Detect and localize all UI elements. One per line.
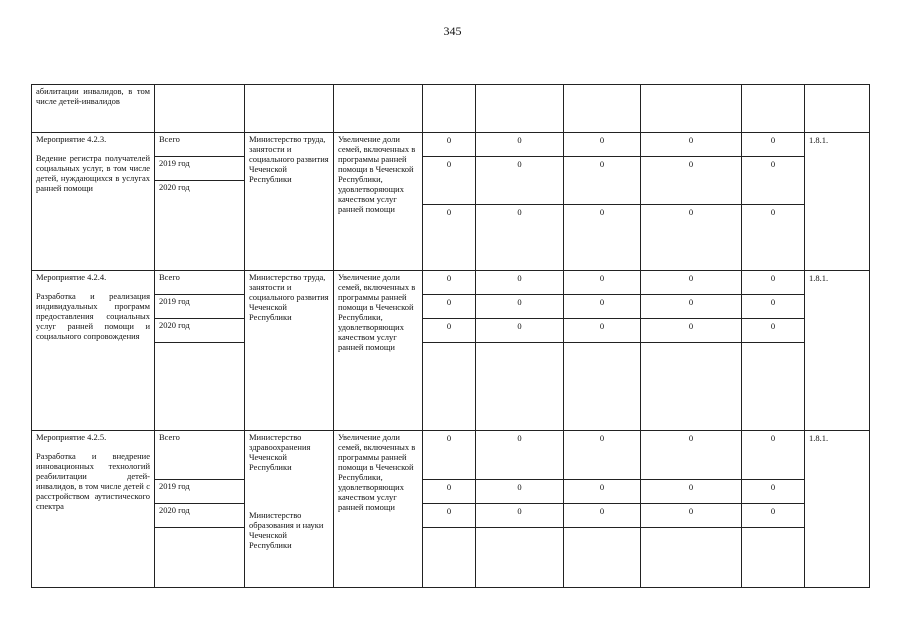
table-row [32,295,870,319]
period-cell: Всего [155,431,245,480]
value-cell: 0 [564,295,641,319]
measure-text: Разработка и внедрение инновационных технологий реабилитации детей-инвалидов, в том числе детей с расстройством аутистического спектра [36,451,150,511]
value-cell: 0 [641,133,742,157]
value-cell: 0 [641,157,742,205]
value-cell: 0 [476,431,564,480]
value-cell: 0 [742,133,805,157]
program-activities-table [31,84,870,588]
value-cell: 0 [564,205,641,271]
indicator-code: 1.8.1. [805,271,870,431]
period-cell: 2019 год [155,295,245,319]
measure-title: Мероприятие 4.2.5. [36,432,107,442]
value-cell: 0 [742,431,805,480]
value-cell: 0 [476,480,564,504]
measure-description [32,133,155,271]
table-row [32,480,870,504]
value-cell: 0 [564,133,641,157]
value-cell: 0 [742,205,805,271]
measure-title: Мероприятие 4.2.3. [36,134,107,144]
period-cell: 2019 год [155,480,245,504]
value-cell: 0 [423,205,476,271]
period-cell: 2019 год [155,157,245,181]
expected-result: Увеличение доли семей, включенных в программы ранней помощи в Чеченской Республики, удовлетворяющих качеством услуг ранней помощи [334,271,423,431]
period-cell: 2020 год [155,181,245,271]
expected-result: Увеличение доли семей, включенных в программы ранней помощи в Чеченской Республики, удовлетворяющих качеством услуг ранней помощи [334,431,423,588]
value-cell: 0 [423,480,476,504]
value-cell: 0 [564,480,641,504]
value-cell: 0 [476,504,564,528]
value-cell: 0 [742,504,805,528]
expected-result: Увеличение доли семей, включенных в программы ранней помощи в Чеченской Республики, удовлетворяющих качеством услуг ранней помощи [334,133,423,271]
value-cell: 0 [564,271,641,295]
value-cell: 0 [423,271,476,295]
value-cell: 0 [742,319,805,343]
value-cell: 0 [564,504,641,528]
measure-title: Мероприятие 4.2.4. [36,272,107,282]
table-row [32,528,870,588]
value-cell: 0 [742,157,805,205]
indicator-code: 1.8.1. [805,431,870,588]
period-cell: 2020 год [155,319,245,343]
value-cell: 0 [423,295,476,319]
value-cell: 0 [423,157,476,205]
table-row [32,133,870,157]
table-row [32,319,870,343]
value-cell: 0 [742,271,805,295]
value-cell: 0 [423,319,476,343]
measure-description [32,431,155,588]
value-cell: 0 [641,271,742,295]
value-cell: 0 [476,295,564,319]
value-cell: 0 [641,295,742,319]
responsible-ministry: Министерство труда, занятости и социального развития Чеченской Республики [245,133,334,271]
prev-row-description: абилитации инвалидов, в том числе детей-инвалидов [32,85,155,133]
indicator-code: 1.8.1. [805,133,870,271]
measure-description [32,271,155,431]
table-row [32,431,870,480]
period-cell: 2020 год [155,504,245,528]
value-cell: 0 [423,133,476,157]
period-cell: Всего [155,271,245,295]
value-cell: 0 [742,295,805,319]
value-cell: 0 [564,319,641,343]
responsible-ministry: Министерство труда, занятости и социального развития Чеченской Республики [245,271,334,431]
value-cell: 0 [641,504,742,528]
period-cell: Всего [155,133,245,157]
table-row [32,157,870,181]
value-cell: 0 [476,205,564,271]
value-cell: 0 [641,431,742,480]
value-cell: 0 [564,157,641,205]
value-cell: 0 [476,133,564,157]
table-row [32,271,870,295]
value-cell: 0 [641,205,742,271]
value-cell: 0 [641,319,742,343]
table-row [32,504,870,528]
page-number: 345 [443,24,462,38]
responsible-ministry: Министерство здравоохранения Чеченской Республики Министерство образования и науки Чеченской Республики [245,431,334,588]
value-cell: 0 [476,271,564,295]
value-cell: 0 [476,157,564,205]
table-row [32,343,870,431]
value-cell: 0 [423,431,476,480]
table-row [32,85,870,133]
value-cell: 0 [476,319,564,343]
measure-text: Разработка и реализация индивидуальных программ предоставления социальных услуг ранней помощи и социального сопровождения [36,291,150,341]
measure-text: Ведение регистра получателей социальных услуг, в том числе детей, нуждающихся в услугах ранней помощи [36,153,150,193]
value-cell: 0 [742,480,805,504]
value-cell: 0 [641,480,742,504]
value-cell: 0 [564,431,641,480]
value-cell: 0 [423,504,476,528]
